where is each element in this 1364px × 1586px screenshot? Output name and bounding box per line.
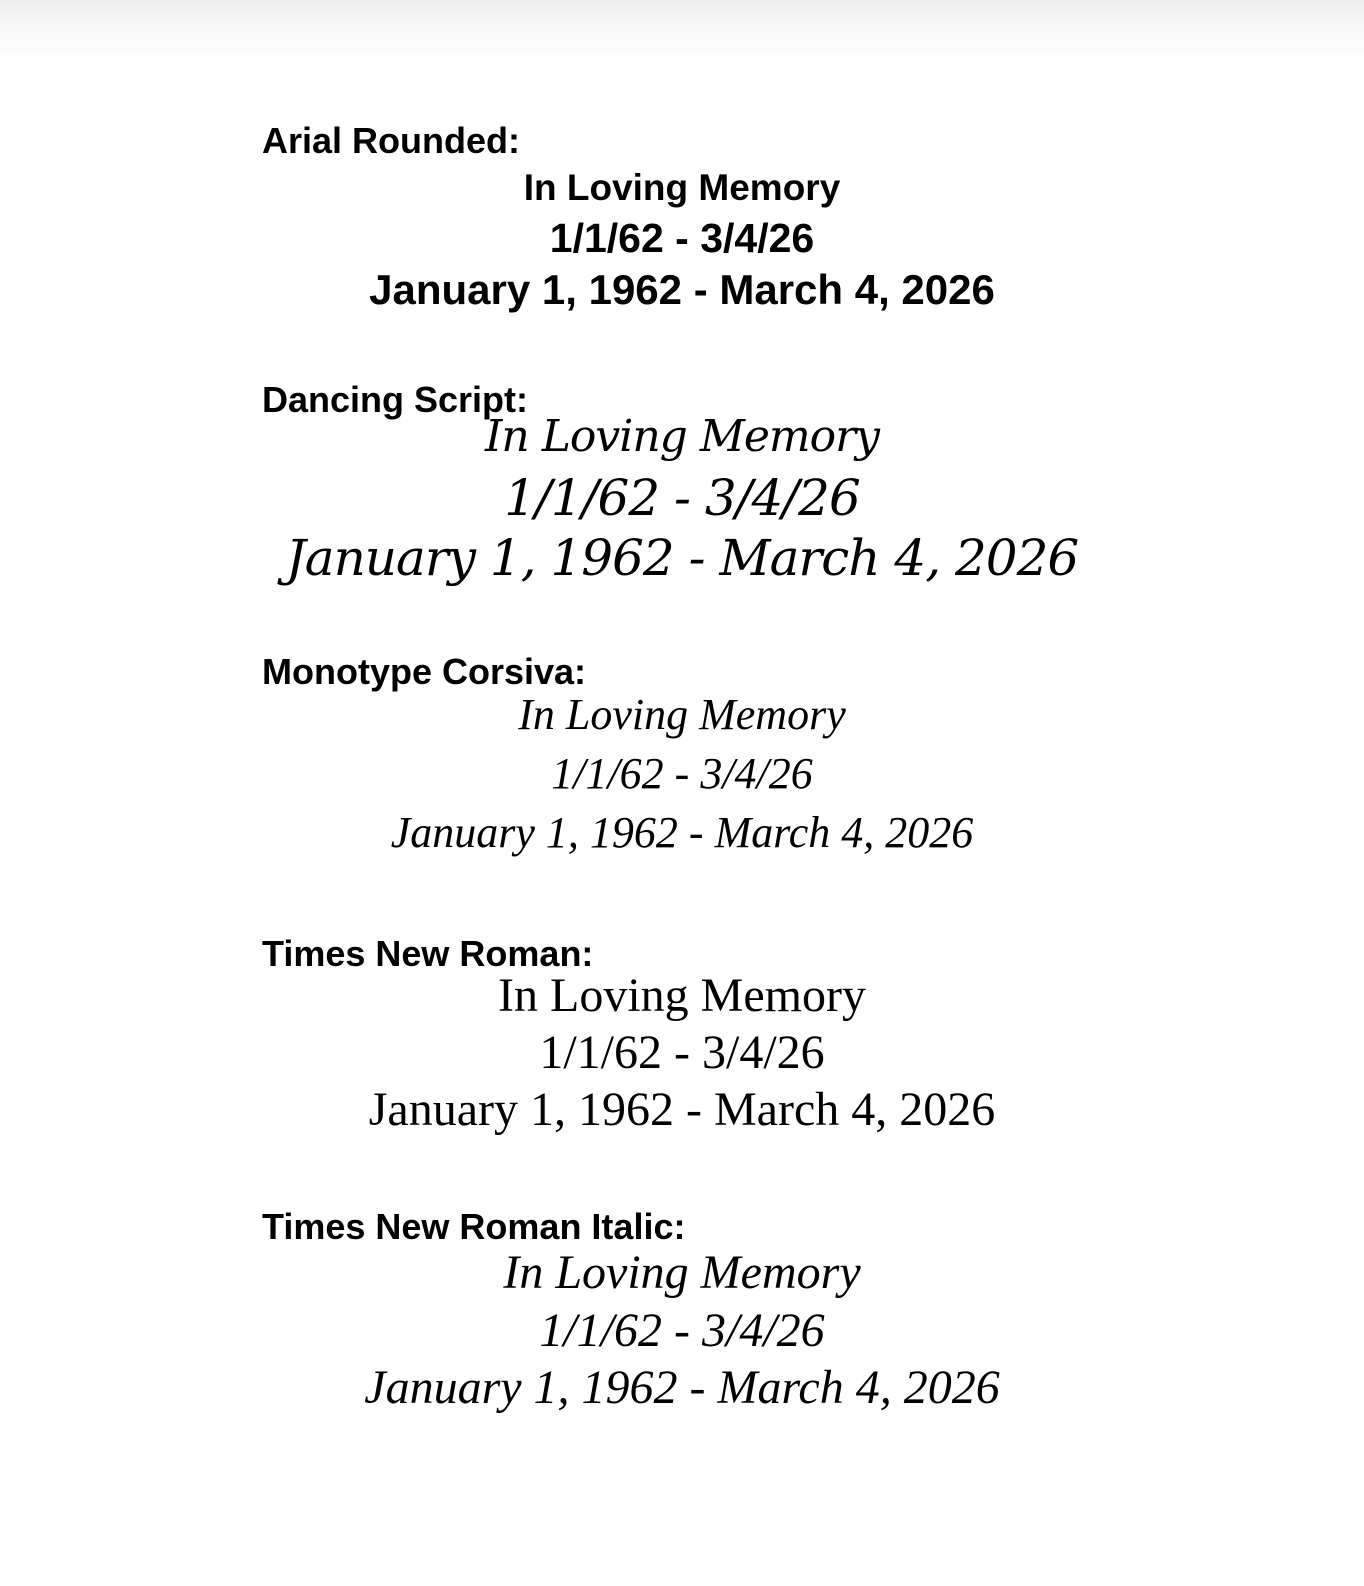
top-shadow <box>0 0 1364 60</box>
section-label-arial-rounded: Arial Rounded: <box>262 120 520 161</box>
sample-line-title: In Loving Memory <box>503 1246 861 1299</box>
sample-line-short-dates: 1/1/62 - 3/4/26 <box>504 469 860 527</box>
sample-line-long-dates: January 1, 1962 - March 4, 2026 <box>368 1083 996 1136</box>
section-label-times-new-roman: Times New Roman: <box>262 933 594 974</box>
sample-line-long-dates: January 1, 1962 - March 4, 2026 <box>369 266 995 313</box>
sample-line-long-dates: January 1, 1962 - March 4, 2026 <box>390 808 974 857</box>
section-label-times-new-roman-italic: Times New Roman Italic: <box>262 1206 686 1247</box>
sample-line-long-dates: January 1, 1962 - March 4, 2026 <box>285 529 1079 587</box>
sample-line-title: In Loving Memory <box>484 411 880 462</box>
sample-line-title: In Loving Memory <box>498 969 866 1022</box>
sample-line-short-dates: 1/1/62 - 3/4/26 <box>551 749 813 798</box>
sample-line-short-dates: 1/1/62 - 3/4/26 <box>539 1026 825 1079</box>
sample-line-title: In Loving Memory <box>518 690 846 739</box>
sample-line-title: In Loving Memory <box>523 167 841 208</box>
sample-line-long-dates: January 1, 1962 - March 4, 2026 <box>364 1361 1000 1414</box>
sample-line-short-dates: 1/1/62 - 3/4/26 <box>539 1304 825 1357</box>
sample-line-short-dates: 1/1/62 - 3/4/26 <box>549 215 815 261</box>
section-label-dancing-script: Dancing Script: <box>262 379 529 420</box>
section-label-monotype-corsiva: Monotype Corsiva: <box>262 651 587 692</box>
